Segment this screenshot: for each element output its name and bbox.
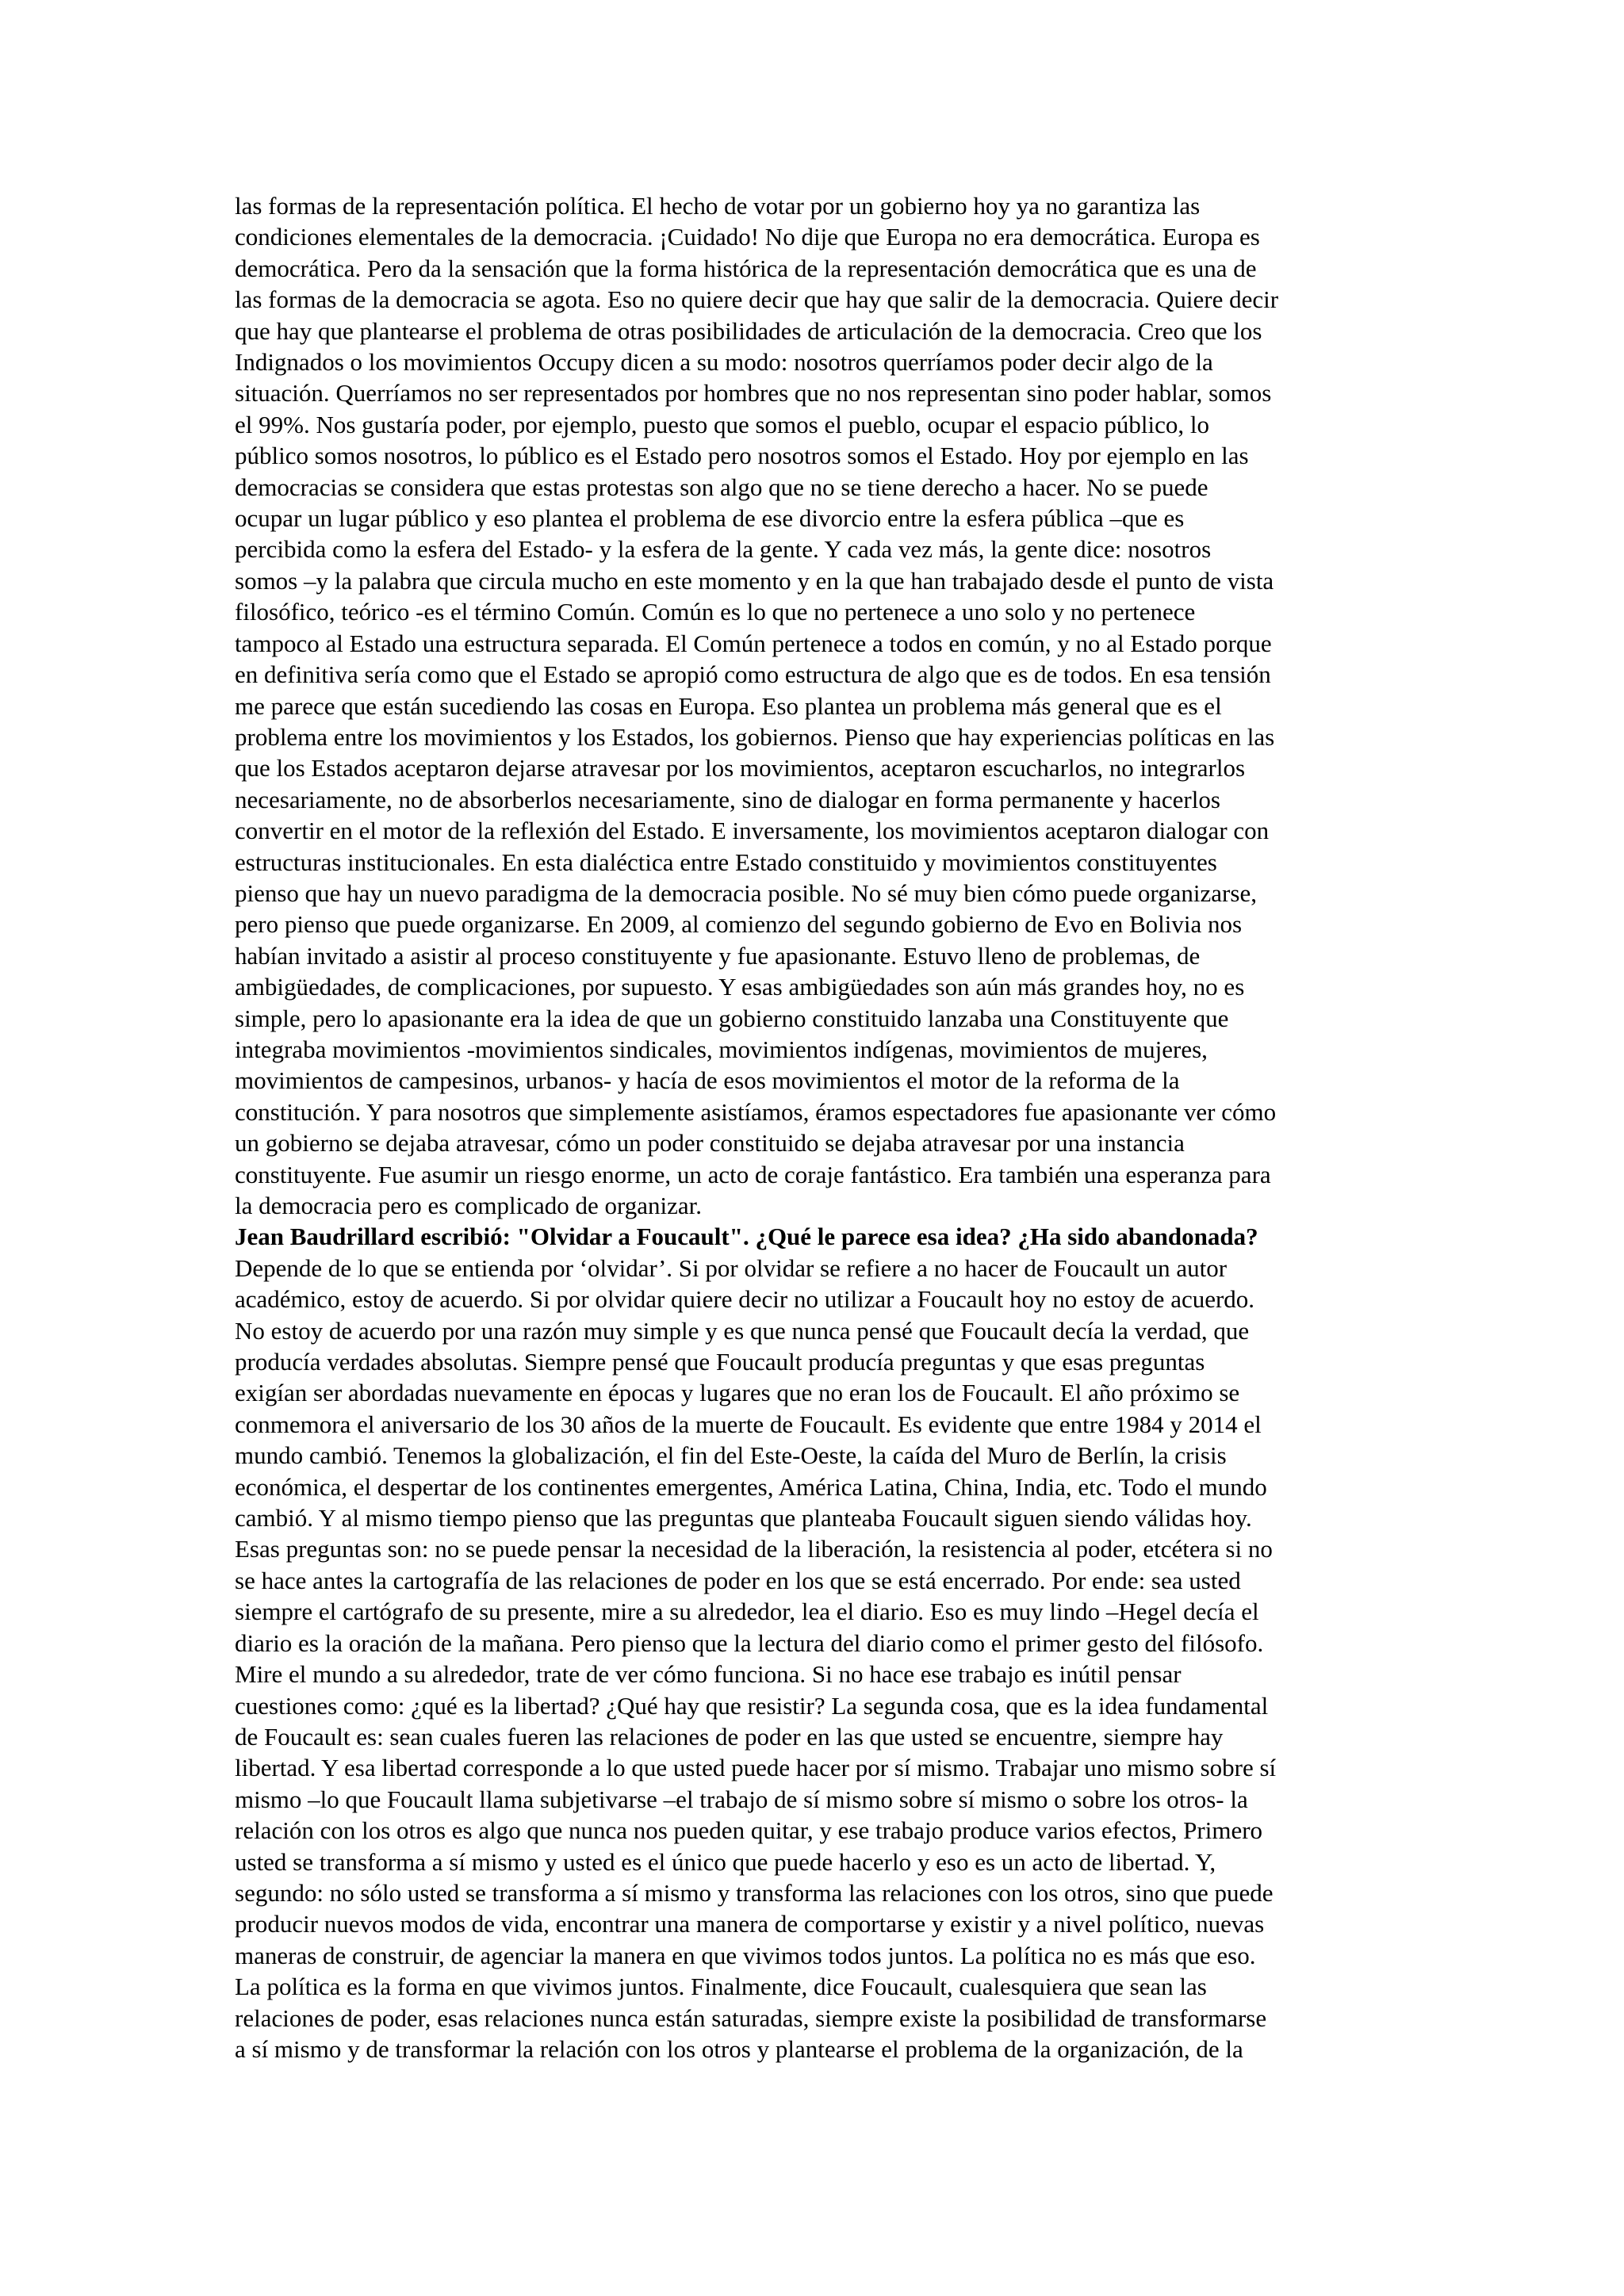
text-line: usted se transforma a sí mismo y usted es el único que puede hacerlo y eso es un acto de libertad. Y, xyxy=(235,1847,1216,1876)
text-line: a sí mismo y de transformar la relación con los otros y plantearse el problema de la organización, de la xyxy=(235,2034,1243,2063)
text-line: me parece que están sucediendo las cosas en Europa. Eso plantea un problema más general que es el xyxy=(235,691,1222,720)
text-line: La política es la forma en que vivimos juntos. Finalmente, dice Foucault, cualesquiera que sean las xyxy=(235,1973,1207,2001)
text-line: maneras de construir, de agenciar la manera en que vivimos todos juntos. La política no es más que eso. xyxy=(235,1941,1256,1969)
text-line: cambió. Y al mismo tiempo pienso que las preguntas que planteaba Foucault siguen siendo válidas hoy. xyxy=(235,1504,1252,1533)
text-line: situación. Querríamos no ser representados por hombres que no nos representan sino poder hablar, somos xyxy=(235,379,1272,408)
text-line: producir nuevos modos de vida, encontrar una manera de comportarse y existir y a nivel político, nuevas xyxy=(235,1910,1265,1938)
text-line: siempre el cartógrafo de su presente, mire a su alrededor, lea el diario. Eso es muy lindo –Hegel decía el xyxy=(235,1598,1259,1626)
text-line: exigían ser abordadas nuevamente en épocas y lugares que no eran los de Foucault. El año próximo se xyxy=(235,1379,1240,1407)
interview-question xyxy=(235,1221,1408,1252)
text-line: relación con los otros es algo que nunca nos pueden quitar, y ese trabajo produce varios efectos, Primero xyxy=(235,1816,1263,1845)
text-line: mundo cambió. Tenemos la globalización, el fin del Este-Oeste, la caída del Muro de Berlín, la crisis xyxy=(235,1441,1227,1470)
text-line: constitución. Y para nosotros que simplemente asistíamos, éramos espectadores fue apasionante ver cómo xyxy=(235,1097,1277,1126)
text-line: Mire el mundo a su alrededor, trate de ver cómo funciona. Si no hace ese trabajo es inútil pensar xyxy=(235,1660,1182,1689)
text-line: la democracia pero es complicado de organizar. xyxy=(235,1192,703,1219)
text-line: diario es la oración de la mañana. Pero pienso que la lectura del diario como el primer gesto del filósofo. xyxy=(235,1628,1264,1657)
text-line: condiciones elementales de la democracia. ¡Cuidado! No dije que Europa no era democrática. Europa es xyxy=(235,223,1260,251)
text-line: conmemora el aniversario de los 30 años de la muerte de Foucault. Es evidente que entre 1984 y 2014 el xyxy=(235,1410,1262,1438)
text-line: en definitiva sería como que el Estado se apropió como estructura de algo que es de todos. En esa tensión xyxy=(235,660,1271,689)
text-line: que los Estados aceptaron dejarse atravesar por los movimientos, aceptaron escucharlos, no integrarlos xyxy=(235,754,1246,783)
text-line: problema entre los movimientos y los Estados, los gobiernos. Pienso que hay experiencias políticas en las xyxy=(235,722,1275,751)
question-text: Jean Baudrillard escribió: "Olvidar a Foucault". ¿Qué le parece esa idea? ¿Ha sido abandonada? xyxy=(235,1223,1258,1251)
text-line: pero pienso que puede organizarse. En 2009, al comienzo del segundo gobierno de Evo en Bolivia nos xyxy=(235,910,1243,939)
text-line: simple, pero lo apasionante era la idea de que un gobierno constituido lanzaba una Constituyente que xyxy=(235,1004,1229,1032)
text-line: convertir en el motor de la reflexión del Estado. E inversamente, los movimientos aceptaron dialogar con xyxy=(235,817,1270,845)
text-line: constituyente. Fue asumir un riesgo enorme, un acto de coraje fantástico. Era también una esperanza para xyxy=(235,1160,1271,1188)
text-line: Indignados o los movimientos Occupy dicen a su modo: nosotros querríamos poder decir algo de la xyxy=(235,348,1213,377)
text-line: movimientos de campesinos, urbanos- y hacía de esos movimientos el motor de la reforma de la xyxy=(235,1066,1180,1095)
text-line: académico, estoy de acuerdo. Si por olvidar quiere decir no utilizar a Foucault hoy no estoy de acuerdo. xyxy=(235,1285,1255,1314)
text-line: filosófico, teórico -es el término Común. Común es lo que no pertenece a uno solo y no pertenece xyxy=(235,598,1196,626)
text-line: tampoco al Estado una estructura separada. El Común pertenece a todos en común, y no al Estado porque xyxy=(235,629,1272,657)
text-line: integraba movimientos -movimientos sindicales, movimientos indígenas, movimientos de mujeres, xyxy=(235,1035,1208,1063)
text-line: que hay que plantearse el problema de otras posibilidades de articulación de la democracia. Creo que los xyxy=(235,316,1262,345)
text-line: un gobierno se dejaba atravesar, cómo un poder constituido se dejaba atravesar por una instancia xyxy=(235,1129,1185,1158)
text-line: ambigüedades, de complicaciones, por supuesto. Y esas ambigüedades son aún más grandes hoy, no es xyxy=(235,973,1245,1001)
text-line: percibida como la esfera del Estado- y la esfera de la gente. Y cada vez más, la gente dice: nosotros xyxy=(235,535,1212,564)
document-body xyxy=(235,190,1408,2064)
text-line: libertad. Y esa libertad corresponde a lo que usted puede hacer por sí mismo. Trabajar uno mismo sobre sí xyxy=(235,1754,1277,1782)
text-line: Depende de lo que se entienda por ‘olvidar’. Si por olvidar se refiere a no hacer de Foucault un autor xyxy=(235,1253,1228,1282)
text-line: relaciones de poder, esas relaciones nunca están saturadas, siempre existe la posibilidad de transformarse xyxy=(235,2003,1267,2032)
text-line: No estoy de acuerdo por una razón muy simple y es que nunca pensé que Foucault decía la verdad, que xyxy=(235,1316,1250,1345)
text-line: democrática. Pero da la sensación que la forma histórica de la representación democrática que es una de xyxy=(235,254,1257,282)
text-line: pienso que hay un nuevo paradigma de la democracia posible. No sé muy bien cómo puede organizarse, xyxy=(235,878,1257,907)
text-line: Esas preguntas son: no se puede pensar la necesidad de la liberación, la resistencia al poder, etcétera si no xyxy=(235,1535,1273,1563)
text-line: cuestiones como: ¿qué es la libertad? ¿Qué hay que resistir? La segunda cosa, que es la idea fundamental xyxy=(235,1691,1269,1720)
text-line: producía verdades absolutas. Siempre pensé que Foucault producía preguntas y que esas preguntas xyxy=(235,1348,1205,1376)
text-line: público somos nosotros, lo público es el Estado pero nosotros somos el Estado. Hoy por ejemplo en las xyxy=(235,442,1249,470)
paragraph-democracy xyxy=(235,190,1408,1221)
text-line: se hace antes la cartografía de las relaciones de poder en los que se está encerrado. Por ende: sea usted xyxy=(235,1566,1241,1594)
text-line: ocupar un lugar público y eso plantea el problema de ese divorcio entre la esfera pública –que es xyxy=(235,504,1185,533)
text-line: mismo –lo que Foucault llama subjetivarse –el trabajo de sí mismo sobre sí mismo o sobre los otros- la xyxy=(235,1785,1248,1813)
text-line: de Foucault es: sean cuales fueren las relaciones de poder en las que usted se encuentre, siempre hay xyxy=(235,1722,1224,1751)
paragraph-foucault xyxy=(235,1253,1408,2065)
text-line: habían invitado a asistir al proceso constituyente y fue apasionante. Estuvo lleno de problemas, de xyxy=(235,941,1201,970)
text-line: democracias se considera que estas protestas son algo que no se tiene derecho a hacer. No se puede xyxy=(235,473,1208,501)
text-line: las formas de la representación política. El hecho de votar por un gobierno hoy ya no garantiza las xyxy=(235,192,1201,220)
text-line: el 99%. Nos gustaría poder, por ejemplo, puesto que somos el pueblo, ocupar el espacio público, lo xyxy=(235,410,1209,438)
text-line: segundo: no sólo usted se transforma a sí mismo y transforma las relaciones con los otros, sino que puede xyxy=(235,1878,1274,1907)
text-line: económica, el despertar de los continentes emergentes, América Latina, China, India, etc. Todo el mundo xyxy=(235,1472,1267,1501)
text-line: somos –y la palabra que circula mucho en este momento y en la que han trabajado desde el punto de vista xyxy=(235,566,1274,595)
text-line: estructuras institucionales. En esta dialéctica entre Estado constituido y movimientos constituyentes xyxy=(235,848,1217,876)
text-line: las formas de la democracia se agota. Eso no quiere decir que hay que salir de la democracia. Quiere decir xyxy=(235,285,1279,314)
text-line: necesariamente, no de absorberlos necesariamente, sino de dialogar en forma permanente y hacerlos xyxy=(235,785,1220,813)
